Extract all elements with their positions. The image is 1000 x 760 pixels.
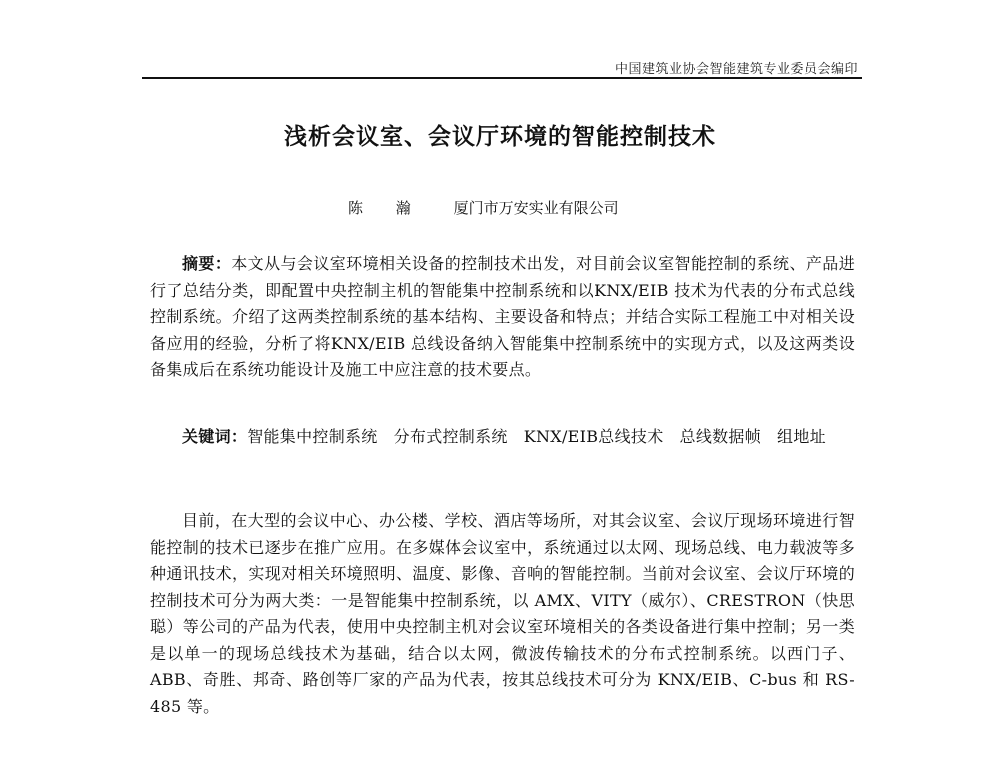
intro-paragraph: 目前，在大型的会议中心、办公楼、学校、酒店等场所，对其会议室、会议厅现场环境进行智能控制的技术已逐步在推广应用。在多媒体会议室中，系统通过以太网、现场总线、电力载波等多种通讯技术，实现对相关环境照明、温度、影像、音响的智能控制。当前对会议室、会议厅环境的控制技术可分为两大类：一是智能集中控制系统，以 AMX、VITY（威尔）、CRESTRON（快思聪）等公司的产品为代表，使用中央控制主机对会议室环境相关的各类设备进行集中控制；另一类是以单一的现场总线技术为基础，结合以太网，微波传输技术的分布式控制系统。以西门子、ABB、奇胜、邦奇、路创等厂家的产品为代表，按其总线技术可分为 KNX/EIB、C-bus 和 RS-485 等。 xyxy=(150,511,855,716)
paper-title: 浅析会议室、会议厅环境的智能控制技术 xyxy=(284,123,716,150)
abstract-text: 本文从与会议室环境相关设备的控制技术出发，对目前会议室智能控制的系统、产品进行了总结分类，即配置中央控制主机的智能集中控制系统和以KNX/EIB 技术为代表的分布式总线控制系统。介绍了这两类控制系统的基本结构、主要设备和特点；并结合实际工程施工中对相关设备应用的经验，分析了将KNX/EIB 总线设备纳入智能集中控制系统中的实现方式，以及这两类设备集成后在系统功能设计及施工中应注意的技术要点。 xyxy=(150,254,856,379)
keywords xyxy=(150,424,855,451)
keyword: 总线数据帧 xyxy=(679,427,762,446)
running-header: 中国建筑业协会智能建筑专业委员会编印 xyxy=(614,62,858,77)
keyword: 智能集中控制系统 xyxy=(247,427,378,446)
byline xyxy=(348,197,619,218)
abstract xyxy=(150,251,855,384)
keyword: 分布式控制系统 xyxy=(393,427,508,446)
author-name: 陈 瀚 xyxy=(348,199,425,217)
keyword: KNX/EIB总线技术 xyxy=(523,427,664,446)
author-affiliation: 厦门市万安实业有限公司 xyxy=(453,199,619,217)
header-rule xyxy=(142,77,862,79)
keywords-label: 关键词： xyxy=(182,427,248,446)
keyword: 组地址 xyxy=(777,427,826,446)
abstract-label: 摘要： xyxy=(182,254,232,273)
